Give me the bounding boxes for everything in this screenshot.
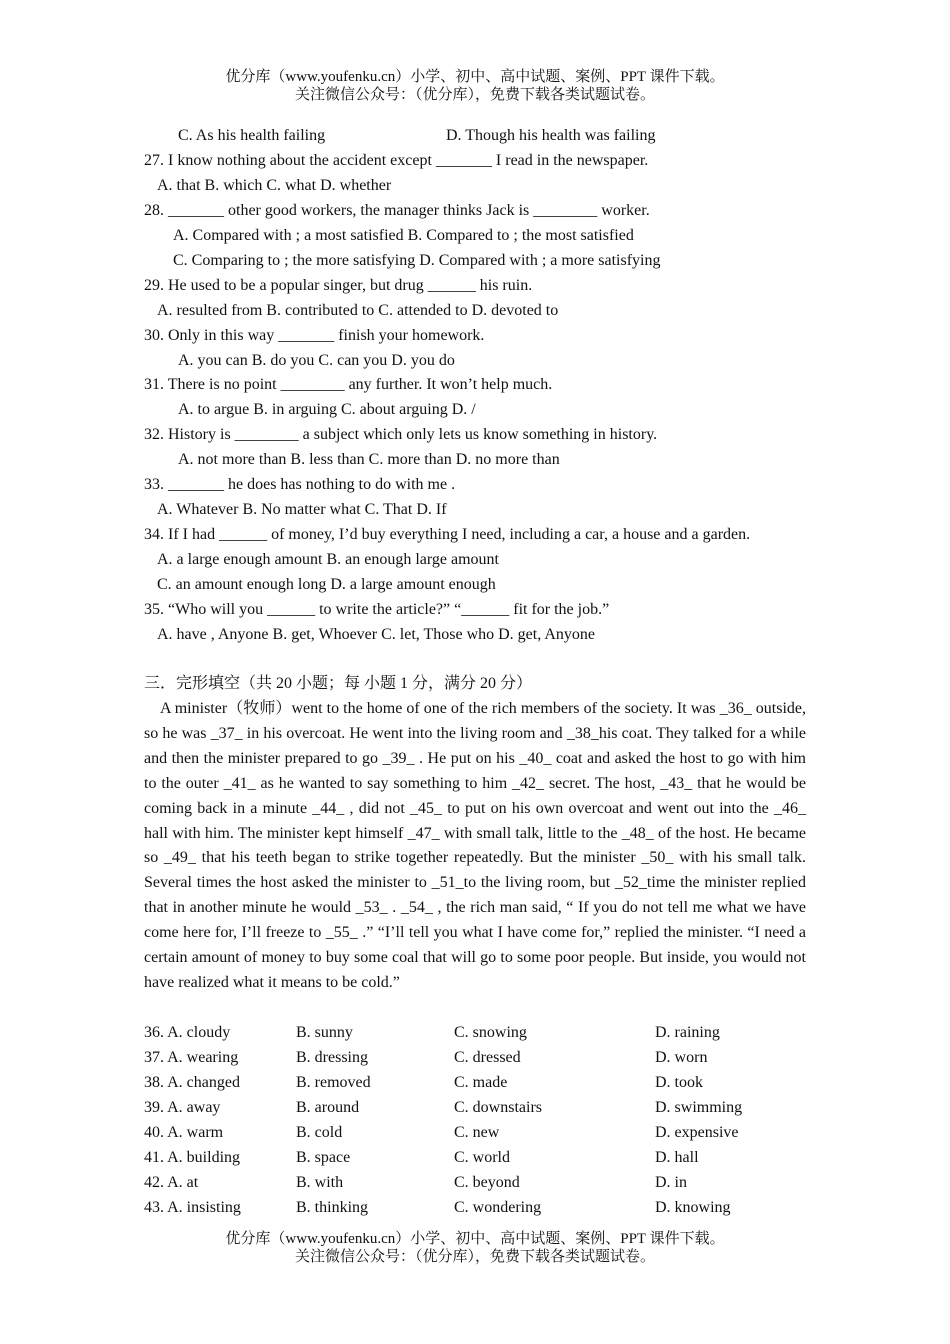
section-title: 三．完形填空（共 20 小题；每 小题 1 分，满分 20 分）	[144, 675, 533, 692]
question-28: 28. _______ other good workers, the manager thinks Jack is ________ worker.	[144, 202, 650, 219]
option-39-b: B. around	[296, 1099, 360, 1116]
option-42-d: D. in	[655, 1174, 687, 1191]
question-30: 30. Only in this way _______ finish your homework.	[144, 327, 485, 344]
option-41-c: C. world	[454, 1149, 510, 1166]
option-37-d: D. worn	[655, 1049, 708, 1066]
option-40-d: D. expensive	[655, 1124, 739, 1141]
page-footer	[0, 1230, 950, 1266]
cloze-passage: A minister（牧师）went to the home of one of the rich members of the society. It was _36_ outside, so he was _37_ in his overcoat. He went into the living room and _38_his coat. They talked for a while and then the minister prepared to go _39_ . He put on his _40_ coat and asked the host to go with him to the outer _41_ as he wanted to say something to him _42_ secret. The host, _43_ that he would be coming back in a minute _44_ , did not _45_ to put on his own overcoat and went out into the _46_ hall with him. The minister kept himself _47_ with small talk, little to the _48_ of the host. He became so _49_ that his teeth began to strike together repeatedly. But the minister _50_ with his small talk. Several times the host asked the minister to _51_to the living room, but _52_time the minister replied that in another minute he would _53_ . _54_ , the rich man said, “ If you do not tell me what we have come here for, I’ll freeze to _55_ .” “I’ll tell you what I have come for,” replied the minister. “I need a certain amount of money to buy some coal that will go to some poor people. But inside, you would not have realized what it means to be cold.”	[144, 700, 806, 991]
option-36-c: C. snowing	[454, 1024, 527, 1041]
q34-options-cd: C. an amount enough long D. a large amount enough	[157, 576, 496, 593]
header-line-2: 关注微信公众号：（优分库），免费下载各类试题试卷。	[294, 87, 655, 103]
q28-options-ab: A. Compared with ; a most satisfied B. Compared to ; the most satisfied	[173, 227, 634, 244]
option-37-c: C. dressed	[454, 1049, 521, 1066]
q26-option-d: D. Though his health was failing	[446, 127, 656, 144]
footer-line-1: 优分库（www.youfenku.cn）小学、初中、高中试题、案例、PPT 课件下载。	[225, 1231, 725, 1247]
option-38-a: 38. A. changed	[144, 1074, 240, 1091]
option-38-b: B. removed	[296, 1074, 371, 1091]
option-41-b: B. space	[296, 1149, 351, 1166]
question-29: 29. He used to be a popular singer, but drug ______ his ruin.	[144, 277, 533, 294]
page-header	[0, 68, 950, 104]
option-43-a: 43. A. insisting	[144, 1199, 241, 1216]
q33-options: A. Whatever B. No matter what C. That D. If	[157, 501, 447, 518]
q27-options: A. that B. which C. what D. whether	[157, 177, 392, 194]
option-38-d: D. took	[655, 1074, 703, 1091]
q31-options: A. to argue B. in arguing C. about arguing D. /	[178, 401, 476, 418]
question-34: 34. If I had ______ of money, I’d buy everything I need, including a car, a house and a garden.	[144, 526, 751, 543]
option-42-b: B. with	[296, 1174, 344, 1191]
option-43-c: C. wondering	[454, 1199, 542, 1216]
footer-line-2: 关注微信公众号：（优分库），免费下载各类试题试卷。	[294, 1249, 655, 1265]
option-36-b: B. sunny	[296, 1024, 353, 1041]
question-32: 32. History is ________ a subject which only lets us know something in history.	[144, 426, 658, 443]
option-39-c: C. downstairs	[454, 1099, 542, 1116]
option-37-a: 37. A. wearing	[144, 1049, 239, 1066]
q29-options: A. resulted from B. contributed to C. attended to D. devoted to	[157, 302, 559, 319]
option-38-c: C. made	[454, 1074, 508, 1091]
q26-option-c: C. As his health failing	[178, 127, 326, 144]
option-40-a: 40. A. warm	[144, 1124, 224, 1141]
question-33: 33. _______ he does has nothing to do with me .	[144, 476, 456, 493]
option-43-d: D. knowing	[655, 1199, 731, 1216]
q28-options-cd: C. Comparing to ; the more satisfying D. Compared with ; a more satisfying	[173, 252, 661, 269]
q34-options-ab: A. a large enough amount B. an enough large amount	[157, 551, 499, 568]
option-37-b: B. dressing	[296, 1049, 368, 1066]
option-36-d: D. raining	[655, 1024, 720, 1041]
option-40-b: B. cold	[296, 1124, 343, 1141]
option-39-a: 39. A. away	[144, 1099, 221, 1116]
option-36-a: 36. A. cloudy	[144, 1024, 231, 1041]
option-42-c: C. beyond	[454, 1174, 520, 1191]
option-40-c: C. new	[454, 1124, 500, 1141]
q32-options: A. not more than B. less than C. more than D. no more than	[178, 451, 560, 468]
option-42-a: 42. A. at	[144, 1174, 199, 1191]
q35-options: A. have , Anyone B. get, Whoever C. let, Those who D. get, Anyone	[157, 626, 595, 643]
option-41-d: D. hall	[655, 1149, 699, 1166]
option-43-b: B. thinking	[296, 1199, 369, 1216]
question-31: 31. There is no point ________ any further. It won’t help much.	[144, 376, 553, 393]
question-35: 35. “Who will you ______ to write the article?” “______ fit for the job.”	[144, 601, 610, 618]
header-line-1: 优分库（www.youfenku.cn）小学、初中、高中试题、案例、PPT 课件下载。	[225, 69, 725, 85]
option-41-a: 41. A. building	[144, 1149, 241, 1166]
q30-options: A. you can B. do you C. can you D. you do	[178, 352, 455, 369]
question-27: 27. I know nothing about the accident except _______ I read in the newspaper.	[144, 152, 649, 169]
option-39-d: D. swimming	[655, 1099, 743, 1116]
